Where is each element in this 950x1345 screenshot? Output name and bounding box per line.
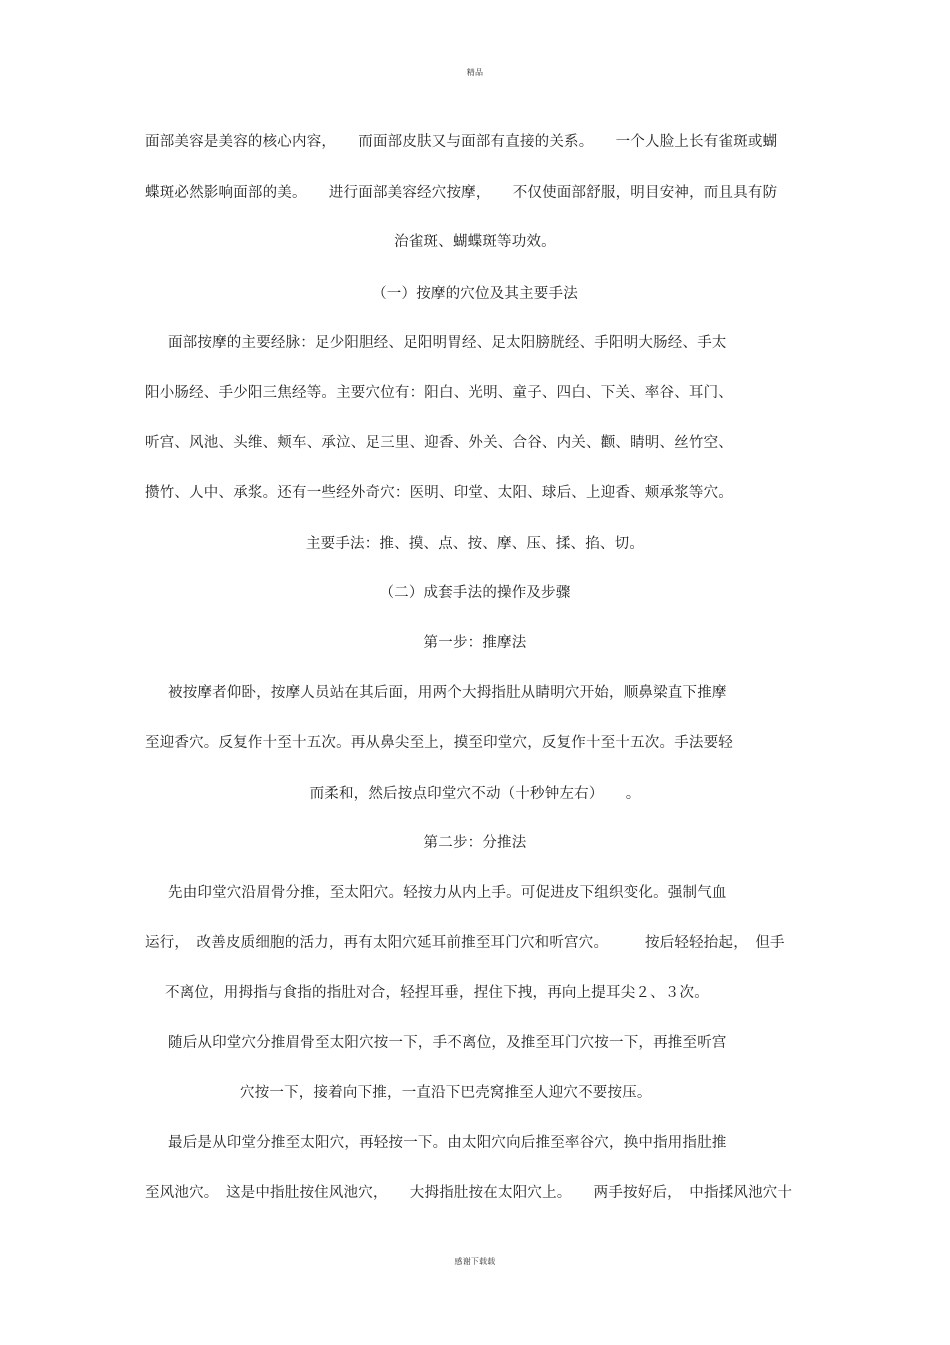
- paragraph-line: 先由印堂穴沿眉骨分推，至太阳穴。轻按力从内上手。可促进皮下组织变化。强制气血: [168, 885, 727, 901]
- paragraph-line: 主要手法：推、摸、点、按、摩、压、揉、掐、切。: [305, 536, 645, 552]
- paragraph-line: 最后是从印堂分推至太阳穴，再轻按一下。由太阳穴向后推至率谷穴，换中指用指肚推: [168, 1135, 727, 1151]
- paragraph-line: 不离位，用拇指与食指的指肚对合，轻捏耳垂，捏住下拽，再向上提耳尖２、３次。: [165, 985, 709, 1001]
- section-heading: （二）成套手法的操作及步骤: [379, 585, 571, 601]
- paragraph-line: 运行， 改善皮质细胞的活力，再有太阳穴延耳前推至耳门穴和听宫穴。 按后轻轻抬起， 但手: [145, 935, 785, 951]
- paragraph-line: 蝶斑必然影响面部的美。 进行面部美容经穴按摩， 不仅使面部舒服，明目安神，而且具有防: [145, 185, 778, 201]
- paragraph-line: 面部按摩的主要经脉：足少阳胆经、足阳明胃经、足太阳膀胱经、手阳明大肠经、手太: [168, 335, 727, 351]
- paragraph-line: 被按摩者仰卧，按摩人员站在其后面，用两个大拇指肚从睛明穴开始，顺鼻梁直下推摩: [168, 685, 727, 701]
- step-heading: 第一步：推摩法: [423, 635, 527, 651]
- paragraph-line: 治雀斑、蝴蝶斑等功效。: [394, 234, 556, 250]
- step-heading: 第二步：分推法: [423, 835, 527, 851]
- paragraph-line: 听宫、风池、头维、颊车、承泣、足三里、迎香、外关、合谷、内关、颧、睛明、丝竹空、: [145, 435, 733, 451]
- page-header: 精品: [466, 68, 484, 77]
- paragraph-line: 攒竹、人中、承浆。还有一些经外奇穴：医明、印堂、太阳、球后、上迎香、颊承浆等穴。: [145, 485, 733, 501]
- paragraph-line: 而柔和，然后按点印堂穴不动（十秒钟左右） 。: [309, 786, 641, 802]
- paragraph-line: 至风池穴。 这是中指肚按住风池穴， 大拇指肚按在太阳穴上。 两手按好后， 中指揉风池穴十: [145, 1185, 793, 1201]
- page-footer: 感谢下载载: [454, 1257, 496, 1266]
- paragraph-line: 面部美容是美容的核心内容， 而面部皮肤又与面部有直接的关系。 一个人脸上长有雀斑或蝴: [145, 134, 778, 150]
- section-heading: （一）按摩的穴位及其主要手法: [372, 286, 578, 302]
- paragraph-line: 阳小肠经、手少阳三焦经等。主要穴位有：阳白、光明、童子、四白、下关、率谷、耳门、: [145, 385, 733, 401]
- paragraph-line: 随后从印堂穴分推眉骨至太阳穴按一下，手不离位，及推至耳门穴按一下，再推至听宫: [168, 1035, 727, 1051]
- paragraph-line: 穴按一下，接着向下推，一直沿下巴壳窝推至人迎穴不要按压。: [240, 1085, 652, 1101]
- paragraph-line: 至迎香穴。反复作十至十五次。再从鼻尖至上，摸至印堂穴，反复作十至十五次。手法要轻: [145, 735, 733, 751]
